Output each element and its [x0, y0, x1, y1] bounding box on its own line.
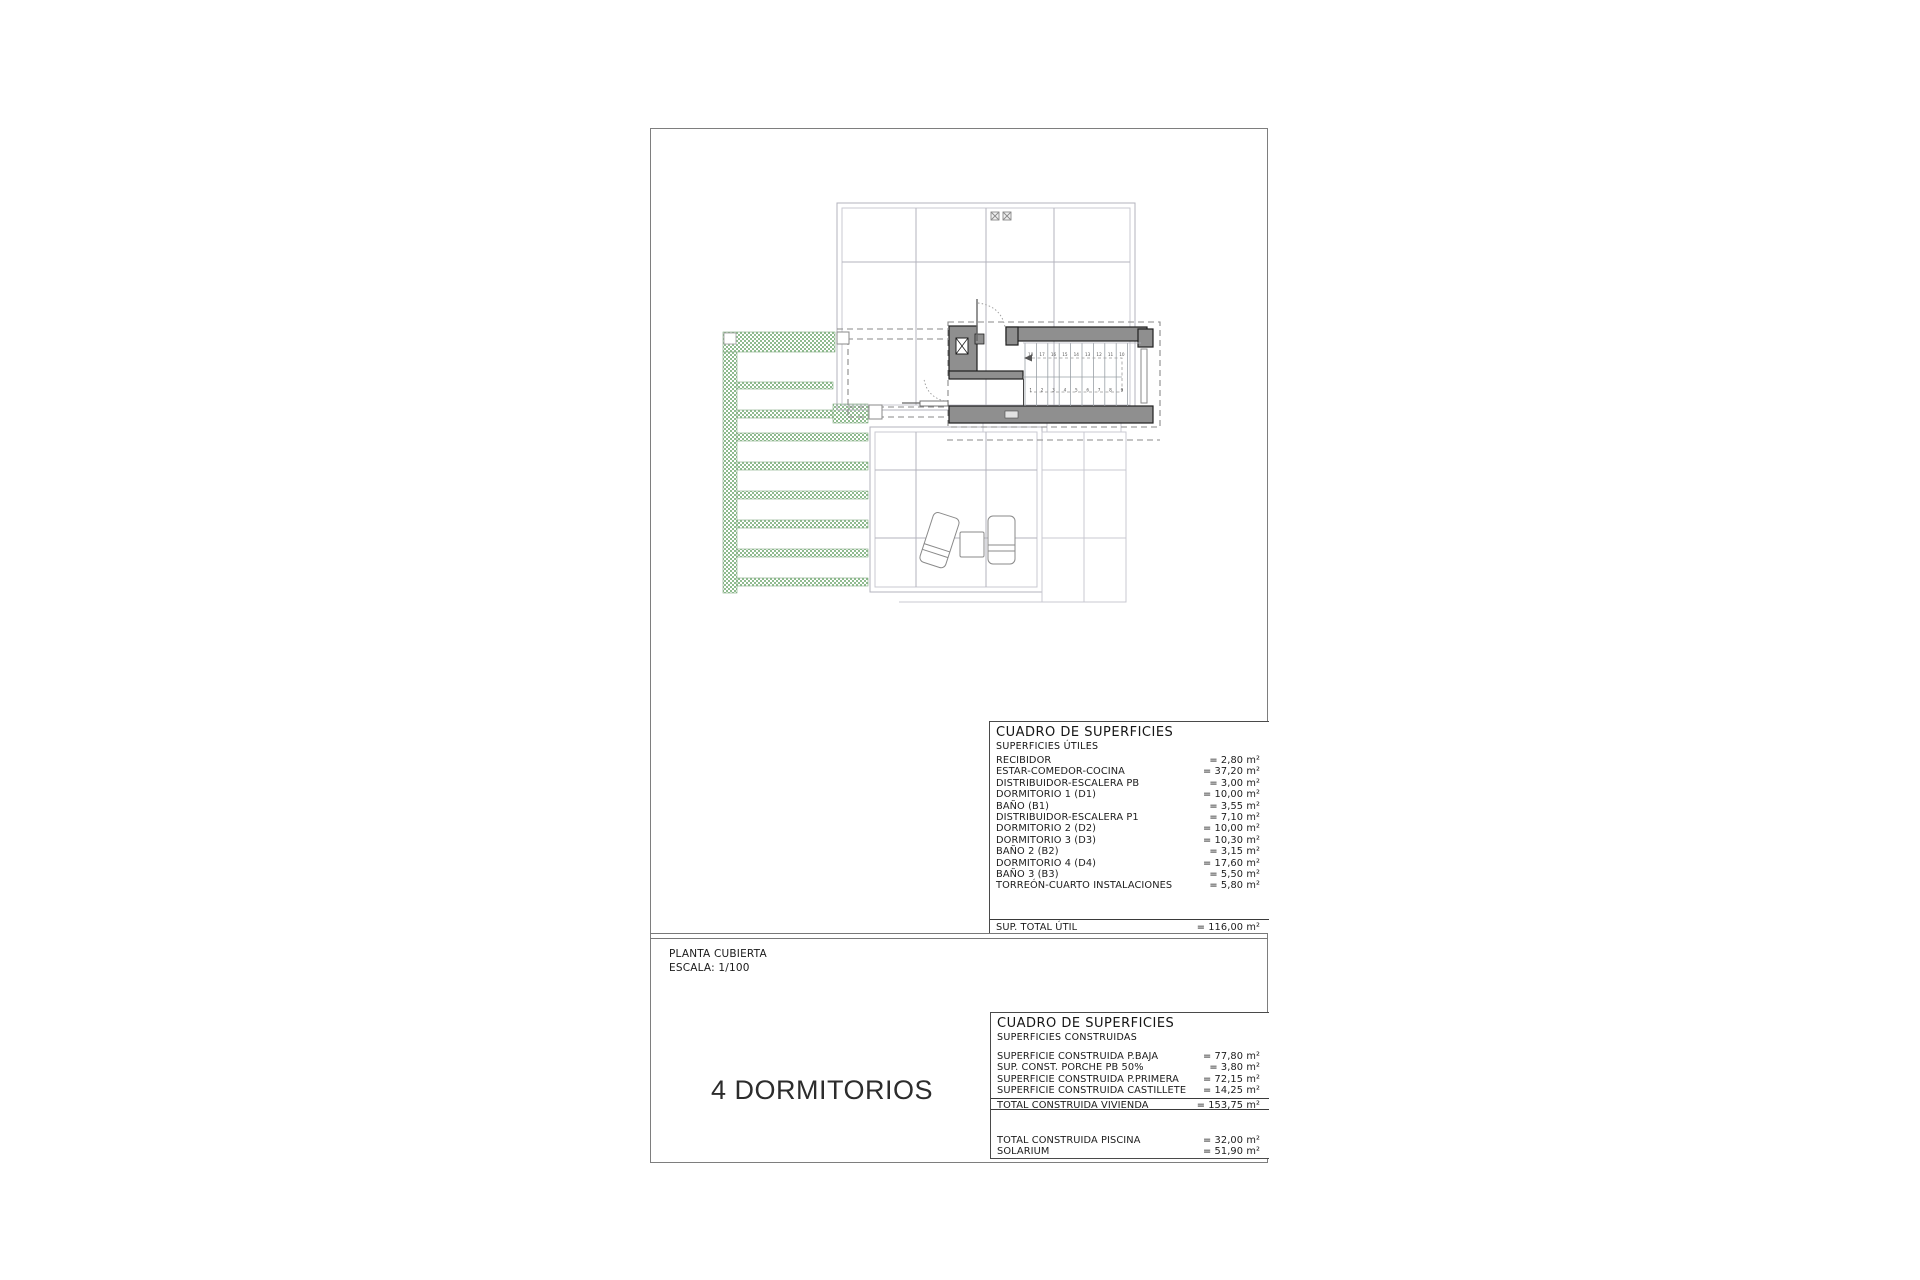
total-label: SUP. TOTAL ÚTIL: [996, 922, 1078, 933]
total-value: = 153,75 m²: [1196, 1100, 1260, 1111]
svg-text:4: 4: [1063, 387, 1066, 392]
svg-text:16: 16: [1050, 351, 1056, 357]
area-value: = 32,00 m²: [1203, 1135, 1260, 1146]
table-row: [991, 1074, 1269, 1085]
svg-text:10: 10: [1118, 351, 1125, 357]
table-row: [990, 766, 1269, 777]
area-label: TOTAL CONSTRUIDA PISCINA: [997, 1135, 1141, 1146]
svg-text:6: 6: [1085, 387, 1089, 392]
area-label: SUPERFICIE CONSTRUIDA CASTILLETE: [997, 1085, 1187, 1097]
areas-table-utiles: [989, 721, 1269, 933]
table-row: [990, 835, 1269, 846]
total-label: TOTAL CONSTRUIDA VIVIENDA: [997, 1100, 1149, 1111]
area-value: = 14,25 m²: [1203, 1085, 1260, 1097]
table-row: [990, 858, 1269, 869]
table-subtitle: SUPERFICIES ÚTILES: [996, 741, 1099, 752]
area-value: = 51,90 m²: [1203, 1146, 1260, 1158]
areas-table-construidas: [990, 1012, 1269, 1159]
area-value: = 3,00 m²: [1209, 777, 1260, 789]
svg-text:9: 9: [1120, 387, 1123, 392]
svg-text:1: 1: [1028, 387, 1032, 392]
area-label: SOLARIUM: [997, 1146, 1050, 1158]
area-label: DISTRIBUIDOR-ESCALERA PB: [996, 777, 1140, 789]
svg-text:13: 13: [1084, 351, 1090, 357]
terrace-grid: [870, 423, 1121, 592]
sheet-divider: [650, 933, 1268, 939]
svg-text:2: 2: [1040, 387, 1043, 392]
area-value: = 3,15 m²: [1209, 846, 1260, 858]
sheet-label: [669, 948, 767, 975]
table-row: [991, 1146, 1269, 1157]
plan-view-label: PLANTA CUBIERTA: [669, 948, 767, 960]
table-row: [990, 869, 1269, 880]
table-row: [990, 778, 1269, 789]
table-row: [990, 880, 1269, 891]
area-value: = 72,15 m²: [1203, 1073, 1260, 1085]
table-row: [991, 1062, 1269, 1073]
area-value: = 2,80 m²: [1209, 755, 1260, 766]
area-label: ESTAR-COMEDOR-COCINA: [996, 766, 1125, 778]
svg-text:7: 7: [1097, 387, 1100, 392]
area-label: RECIBIDOR: [996, 755, 1052, 766]
table-subtitle: SUPERFICIES CONSTRUIDAS: [997, 1032, 1138, 1043]
area-value: = 37,20 m²: [1203, 766, 1260, 778]
area-value: = 3,80 m²: [1209, 1062, 1260, 1074]
area-value: = 17,60 m²: [1203, 857, 1260, 869]
svg-text:8: 8: [1108, 387, 1112, 392]
table-title: CUADRO DE SUPERFICIES: [997, 1016, 1175, 1031]
table-rows: [990, 755, 1269, 892]
svg-text:5: 5: [1074, 387, 1078, 392]
svg-text:3: 3: [1051, 387, 1055, 392]
area-label: SUP. CONST. PORCHE PB 50%: [997, 1062, 1144, 1074]
area-value: = 10,00 m²: [1203, 789, 1260, 801]
area-value: = 7,10 m²: [1209, 812, 1260, 824]
area-label: DORMITORIO 3 (D3): [996, 834, 1097, 846]
table-row: [991, 1051, 1269, 1062]
table-row: [991, 1085, 1269, 1096]
svg-text:15: 15: [1061, 351, 1068, 357]
skylight-icons: [991, 212, 1011, 220]
table-title: CUADRO DE SUPERFICIES: [996, 725, 1174, 740]
total-row: [990, 919, 1269, 933]
svg-text:14: 14: [1073, 351, 1079, 357]
svg-text:12: 12: [1095, 351, 1102, 357]
sheet-page: [650, 128, 1268, 1163]
area-value: = 10,00 m²: [1203, 823, 1260, 835]
area-label: TORREÓN-CUARTO INSTALACIONES: [996, 880, 1173, 892]
svg-text:18: 18: [1027, 351, 1033, 357]
lounge-furniture: [918, 511, 1014, 569]
area-value: = 5,80 m²: [1209, 880, 1260, 892]
area-label: SUPERFICIE CONSTRUIDA P.PRIMERA: [997, 1073, 1179, 1085]
area-label: SUPERFICIE CONSTRUIDA P.BAJA: [997, 1051, 1159, 1062]
area-label: DORMITORIO 4 (D4): [996, 857, 1097, 869]
table-row: [990, 801, 1269, 812]
pergola-hatch: [723, 332, 868, 593]
extra-rows: [991, 1135, 1269, 1158]
bedrooms-title: 4 DORMITORIOS: [711, 1075, 934, 1105]
table-row: [991, 1135, 1269, 1146]
table-row: [990, 755, 1269, 766]
area-value: = 10,30 m²: [1203, 834, 1260, 846]
area-label: BAÑO 2 (B2): [996, 846, 1059, 858]
roof-floor-plan: [650, 128, 1268, 1163]
area-label: BAÑO 3 (B3): [996, 869, 1059, 881]
svg-text:11: 11: [1107, 351, 1113, 357]
table-row: [990, 823, 1269, 834]
plan-scale-label: ESCALA: 1/100: [669, 961, 750, 974]
table-rows: [991, 1051, 1269, 1097]
area-label: BAÑO (B1): [996, 800, 1050, 812]
table-row: [990, 789, 1269, 800]
total-value: = 116,00 m²: [1196, 922, 1260, 933]
area-value: = 5,50 m²: [1209, 869, 1260, 881]
table-row: [990, 812, 1269, 823]
area-value: = 77,80 m²: [1203, 1051, 1260, 1062]
area-value: = 3,55 m²: [1209, 800, 1260, 812]
area-label: DORMITORIO 1 (D1): [996, 789, 1097, 801]
total-row: [991, 1098, 1269, 1110]
area-label: DORMITORIO 2 (D2): [996, 823, 1097, 835]
svg-text:17: 17: [1038, 351, 1045, 357]
table-row: [990, 846, 1269, 857]
area-label: DISTRIBUIDOR-ESCALERA P1: [996, 812, 1139, 824]
